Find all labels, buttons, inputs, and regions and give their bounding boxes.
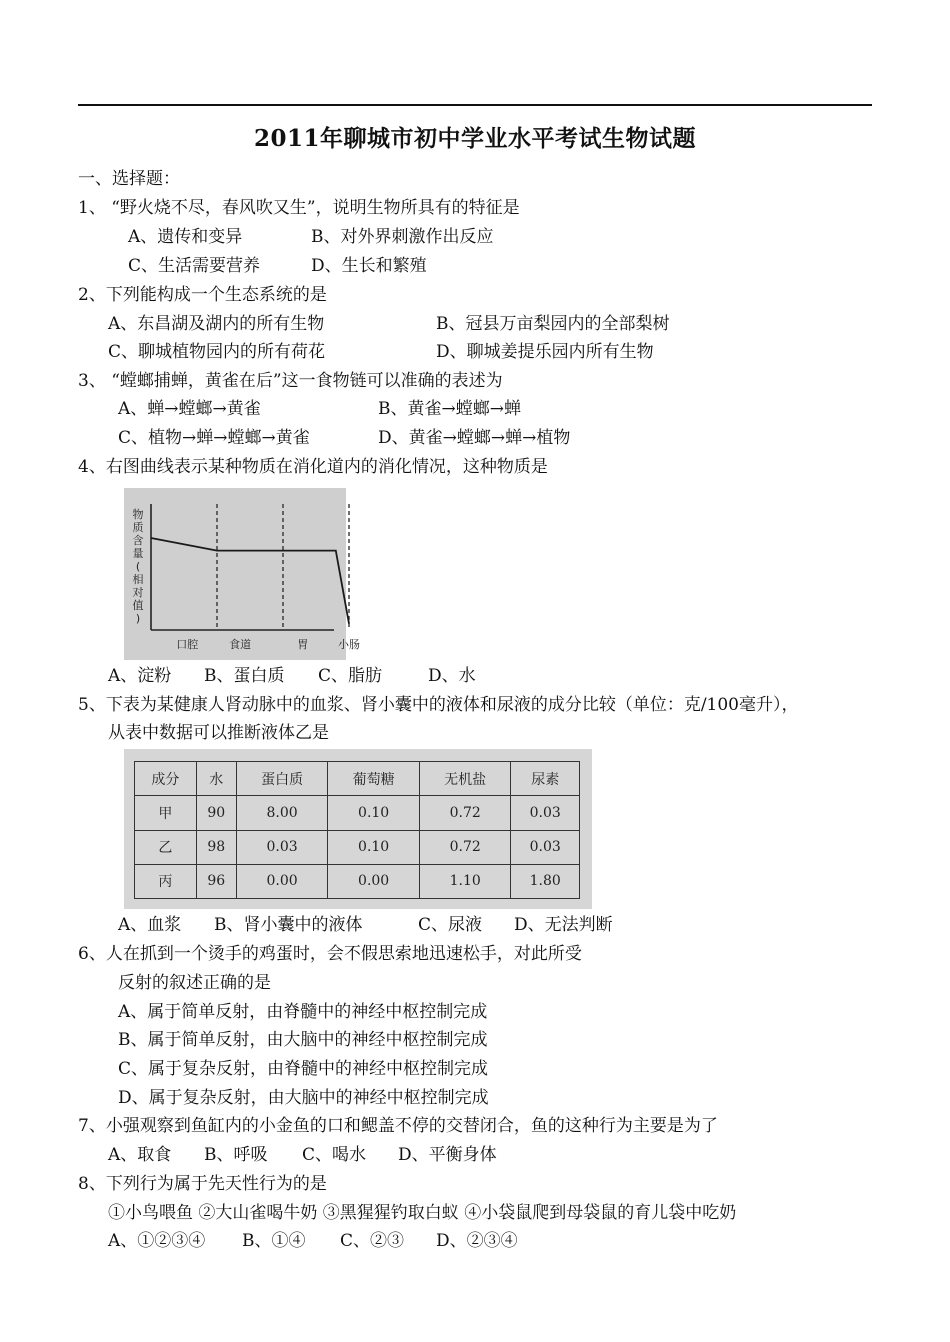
table-cell: 甲 (135, 796, 197, 830)
q4-stem: 4、右图曲线表示某种物质在消化道内的消化情况，这种物质是 (78, 457, 548, 477)
table-cell: 90 (196, 796, 236, 830)
stage-label: 口腔 (176, 638, 199, 651)
stage-dividers (217, 504, 349, 630)
table-row (135, 864, 580, 898)
table-header-cell: 无机盐 (419, 762, 511, 796)
q5-option-a: A、血浆 (118, 915, 182, 935)
table-cell: 98 (196, 830, 236, 864)
table-header-cell: 成分 (135, 762, 197, 796)
y-axis-label-char: 量 (132, 547, 144, 560)
table-header-cell: 葡萄糖 (328, 762, 420, 796)
q6-option-a: A、属于简单反射，由脊髓中的神经中枢控制完成 (118, 1002, 488, 1022)
table-cell: 0.00 (236, 864, 328, 898)
table-cell: 0.10 (328, 830, 420, 864)
q2-option-a: A、东昌湖及湖内的所有生物 (108, 314, 325, 334)
q4-option-d: D、水 (428, 666, 476, 686)
q7-stem: 7、小强观察到鱼缸内的小金鱼的口和鳃盖不停的交替闭合，鱼的这种行为主要是为了 (78, 1116, 718, 1136)
table-cell: 0.03 (511, 830, 580, 864)
q6-option-d: D、属于复杂反射，由大脑中的神经中枢控制完成 (118, 1088, 489, 1108)
table-cell: 1.80 (511, 864, 580, 898)
content-curve (151, 538, 349, 624)
q4-option-b: B、蛋白质 (204, 666, 285, 686)
q2-stem: 2、下列能构成一个生态系统的是 (78, 285, 327, 305)
table-row (135, 796, 580, 830)
q5-option-b: B、肾小囊中的液体 (214, 915, 363, 935)
q2-option-c: C、聊城植物园内的所有荷花 (108, 342, 326, 362)
table-cell: 0.03 (236, 830, 328, 864)
stage-label: 食道 (229, 638, 252, 651)
q5-option-d: D、无法判断 (514, 915, 613, 935)
section-heading: 一、选择题： (78, 169, 180, 189)
q8-option-a: A、①②③④ (108, 1231, 206, 1251)
q3-option-a: A、蝉→螳螂→黄雀 (118, 399, 261, 419)
q1-option-b: B、对外界刺激作出反应 (311, 227, 494, 247)
q6-stem-line2: 反射的叙述正确的是 (118, 973, 271, 993)
y-axis-label-char: ) (135, 612, 141, 625)
q1-option-d: D、生长和繁殖 (311, 256, 427, 276)
table-cell: 丙 (135, 864, 197, 898)
q1-stem: 1、 “野火烧不尽，春风吹又生”，说明生物所具有的特征是 (78, 198, 520, 218)
q8-stem-line2: ①小鸟喂鱼 ②大山雀喝牛奶 ③黑猩猩钓取白蚁 ④小袋鼠爬到母袋鼠的育儿袋中吃奶 (108, 1203, 737, 1223)
page-title: 2011年聊城市初中学业水平考试生物试题 (253, 125, 696, 152)
q7-option-a: A、取食 (108, 1145, 172, 1165)
q6-stem-line1: 6、人在抓到一个烫手的鸡蛋时，会不假思索地迅速松手，对此所受 (78, 944, 582, 964)
y-axis-label-char: 质 (132, 521, 144, 534)
composition-table (134, 761, 580, 899)
table-row (135, 830, 580, 864)
q6-option-c: C、属于复杂反射，由脊髓中的神经中枢控制完成 (118, 1059, 489, 1079)
table-header-row (135, 762, 580, 796)
y-axis-label-char: 含 (132, 534, 144, 547)
q7-option-c: C、喝水 (302, 1145, 367, 1165)
stage-labels (176, 637, 360, 651)
q2-option-d: D、聊城姜提乐园内所有生物 (436, 342, 654, 362)
table-header-cell: 尿素 (511, 762, 580, 796)
table-cell: 0.00 (328, 864, 420, 898)
q2-option-b: B、冠县万亩梨园内的全部梨树 (436, 314, 670, 334)
table-cell: 0.72 (419, 830, 511, 864)
table-cell: 8.00 (236, 796, 328, 830)
q4-option-a: A、淀粉 (108, 666, 172, 686)
q7-option-d: D、平衡身体 (398, 1145, 497, 1165)
q1-option-a: A、遗传和变异 (128, 227, 243, 247)
header-rule (78, 104, 872, 106)
composition-table-figure (124, 749, 592, 909)
stage-label: 胃 (297, 638, 309, 651)
q3-option-c: C、植物→蝉→螳螂→黄雀 (118, 428, 310, 448)
q3-option-b: B、黄雀→螳螂→蝉 (378, 399, 521, 419)
table-header-cell: 水 (196, 762, 236, 796)
q1-option-c: C、生活需要营养 (128, 256, 261, 276)
table-cell: 96 (196, 864, 236, 898)
table-cell: 0.03 (511, 796, 580, 830)
q4-option-c: C、脂肪 (318, 666, 383, 686)
y-axis-label-char: 相 (132, 573, 144, 586)
q8-option-c: C、②③ (340, 1231, 405, 1251)
table-cell: 0.10 (328, 796, 420, 830)
y-axis-label-char: 物 (132, 508, 144, 521)
q6-option-b: B、属于简单反射，由大脑中的神经中枢控制完成 (118, 1030, 488, 1050)
y-axis-label-char: 值 (132, 599, 144, 612)
q3-stem: 3、 “螳螂捕蝉，黄雀在后”这一食物链可以准确的表述为 (78, 371, 503, 391)
table-cell: 乙 (135, 830, 197, 864)
digestion-curve-chart (124, 488, 360, 660)
q5-stem-line1: 5、下表为某健康人肾动脉中的血浆、肾小囊中的液体和尿液的成分比较（单位：克/100毫升）， (78, 695, 799, 715)
q8-option-d: D、②③④ (436, 1231, 518, 1251)
y-axis-label (133, 507, 144, 625)
q8-option-b: B、①④ (242, 1231, 306, 1251)
y-axis-label-char: ( (135, 560, 141, 573)
q8-stem-line1: 8、下列行为属于先天性行为的是 (78, 1174, 327, 1194)
y-axis-label-char: 对 (132, 586, 144, 599)
table-header-cell: 蛋白质 (236, 762, 328, 796)
stage-label: 小肠 (338, 638, 360, 651)
q3-option-d: D、黄雀→螳螂→蝉→植物 (378, 428, 571, 448)
digestion-curve-figure (124, 488, 360, 660)
q5-option-c: C、尿液 (418, 915, 483, 935)
q5-stem-line2: 从表中数据可以推断液体乙是 (108, 723, 329, 743)
table-cell: 0.72 (419, 796, 511, 830)
table-cell: 1.10 (419, 864, 511, 898)
q7-option-b: B、呼吸 (204, 1145, 268, 1165)
